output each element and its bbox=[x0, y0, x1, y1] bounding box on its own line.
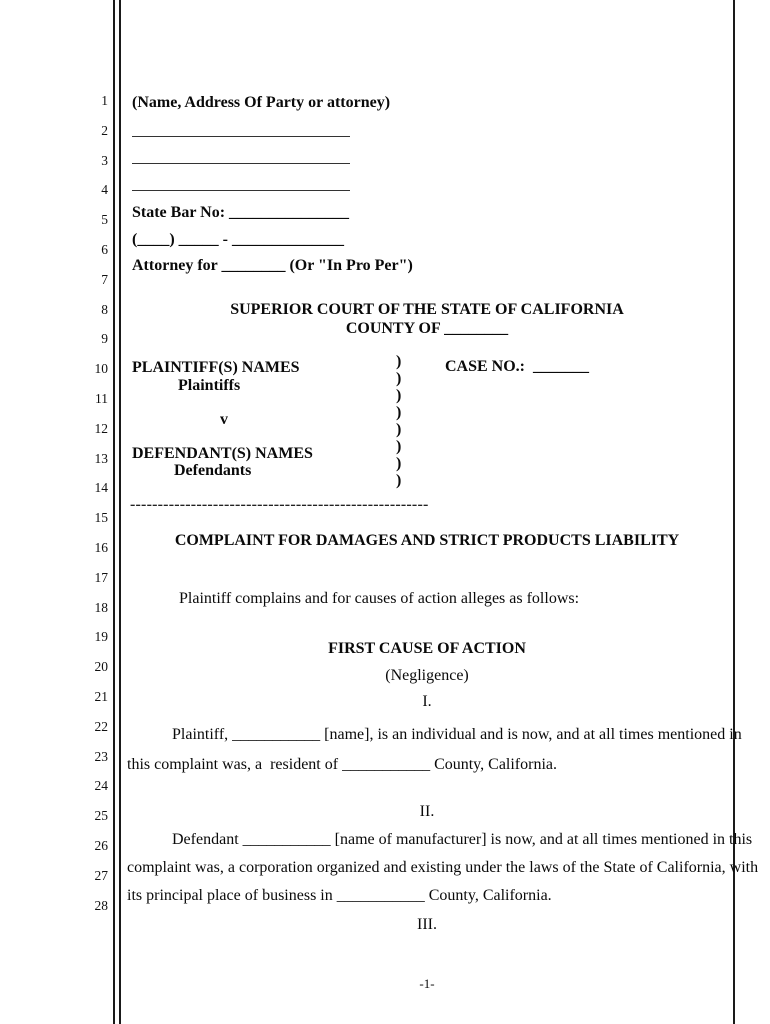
opening-allegation: Plaintiff complains and for causes of action alleges as follows: bbox=[179, 590, 580, 607]
section-numeral-3: III. bbox=[417, 916, 437, 933]
blank-address-line bbox=[132, 189, 350, 191]
name-address-label: (Name, Address Of Party or attorney) bbox=[132, 94, 391, 111]
line-number: 4 bbox=[101, 182, 108, 198]
line-number: 11 bbox=[95, 391, 108, 406]
line-number: 18 bbox=[94, 599, 108, 615]
first-cause-subheading: (Negligence) bbox=[385, 667, 469, 684]
line-number-column bbox=[0, 0, 108, 1024]
line-number: 15 bbox=[94, 510, 108, 526]
attorney-for-line: Attorney for ________ (Or "In Pro Per") bbox=[132, 257, 413, 274]
caption-paren: ) bbox=[396, 370, 402, 387]
blank-address-line bbox=[132, 162, 350, 164]
line-number: 28 bbox=[94, 897, 108, 913]
body-line: its principal place of business in ___________ County, California. bbox=[127, 887, 552, 904]
line-number: 26 bbox=[94, 838, 108, 853]
margin-double-rule bbox=[113, 0, 121, 1024]
state-bar-line: State Bar No: _______________ bbox=[132, 204, 350, 221]
body-line: this complaint was, a resident of ___________ County, California. bbox=[127, 756, 558, 773]
case-number-line: CASE NO.: _______ bbox=[445, 358, 590, 375]
line-number: 25 bbox=[94, 808, 108, 824]
phone-line: (____) _____ - ______________ bbox=[132, 231, 344, 248]
caption-paren: ) bbox=[396, 387, 402, 404]
caption-versus: v bbox=[220, 411, 228, 428]
caption-plaintiffs-label: Plaintiffs bbox=[178, 377, 241, 394]
line-number: 21 bbox=[94, 689, 108, 704]
body-line: Plaintiff, ___________ [name], is an individual and is now, and at all times mentioned in bbox=[172, 726, 742, 743]
line-number: 8 bbox=[101, 301, 108, 317]
caption-paren: ) bbox=[396, 438, 402, 455]
line-number: 19 bbox=[94, 629, 108, 645]
line-number: 12 bbox=[94, 420, 108, 436]
line-number: 6 bbox=[101, 242, 108, 257]
body-line: complaint was, a corporation organized and existing under the laws of the State of California, with bbox=[127, 859, 759, 876]
line-number: 16 bbox=[94, 540, 108, 555]
line-number: 24 bbox=[94, 778, 108, 794]
caption-defendant-names: DEFENDANT(S) NAMES bbox=[132, 445, 313, 462]
line-number: 23 bbox=[94, 748, 108, 764]
section-numeral-2: II. bbox=[419, 803, 435, 820]
line-number: 17 bbox=[94, 569, 108, 585]
complaint-title: COMPLAINT FOR DAMAGES AND STRICT PRODUCTS LIABILITY bbox=[174, 532, 680, 549]
caption-paren: ) bbox=[396, 353, 402, 370]
caption-paren: ) bbox=[396, 404, 402, 421]
first-cause-heading: FIRST CAUSE OF ACTION bbox=[328, 640, 526, 657]
caption-defendants-label: Defendants bbox=[174, 462, 252, 479]
page-number: -1- bbox=[419, 976, 435, 991]
caption-paren: ) bbox=[396, 455, 402, 472]
body-line: Defendant ___________ [name of manufacturer] is now, and at all times mentioned in this bbox=[172, 831, 753, 848]
line-number: 3 bbox=[101, 152, 108, 168]
line-number: 2 bbox=[101, 122, 108, 138]
line-number: 5 bbox=[101, 212, 108, 228]
line-number: 27 bbox=[94, 867, 108, 883]
line-number: 13 bbox=[94, 450, 108, 466]
caption-plaintiff-names: PLAINTIFF(S) NAMES bbox=[132, 359, 300, 376]
line-number: 10 bbox=[94, 361, 108, 377]
line-number: 20 bbox=[94, 659, 108, 675]
line-number: 22 bbox=[94, 718, 108, 734]
blank-address-line bbox=[132, 135, 350, 137]
line-number: 9 bbox=[101, 331, 108, 347]
caption-paren: ) bbox=[396, 472, 402, 489]
line-number: 7 bbox=[101, 271, 108, 287]
caption-separator: ------------------------------------------------------ bbox=[130, 496, 429, 513]
caption-paren-column bbox=[396, 353, 401, 489]
county-line: COUNTY OF ________ bbox=[345, 320, 509, 337]
court-title: SUPERIOR COURT OF THE STATE OF CALIFORNIA bbox=[230, 301, 624, 318]
section-numeral-1: I. bbox=[422, 693, 432, 710]
line-number: 1 bbox=[101, 93, 108, 108]
caption-paren: ) bbox=[396, 421, 402, 438]
line-number: 14 bbox=[94, 480, 108, 496]
